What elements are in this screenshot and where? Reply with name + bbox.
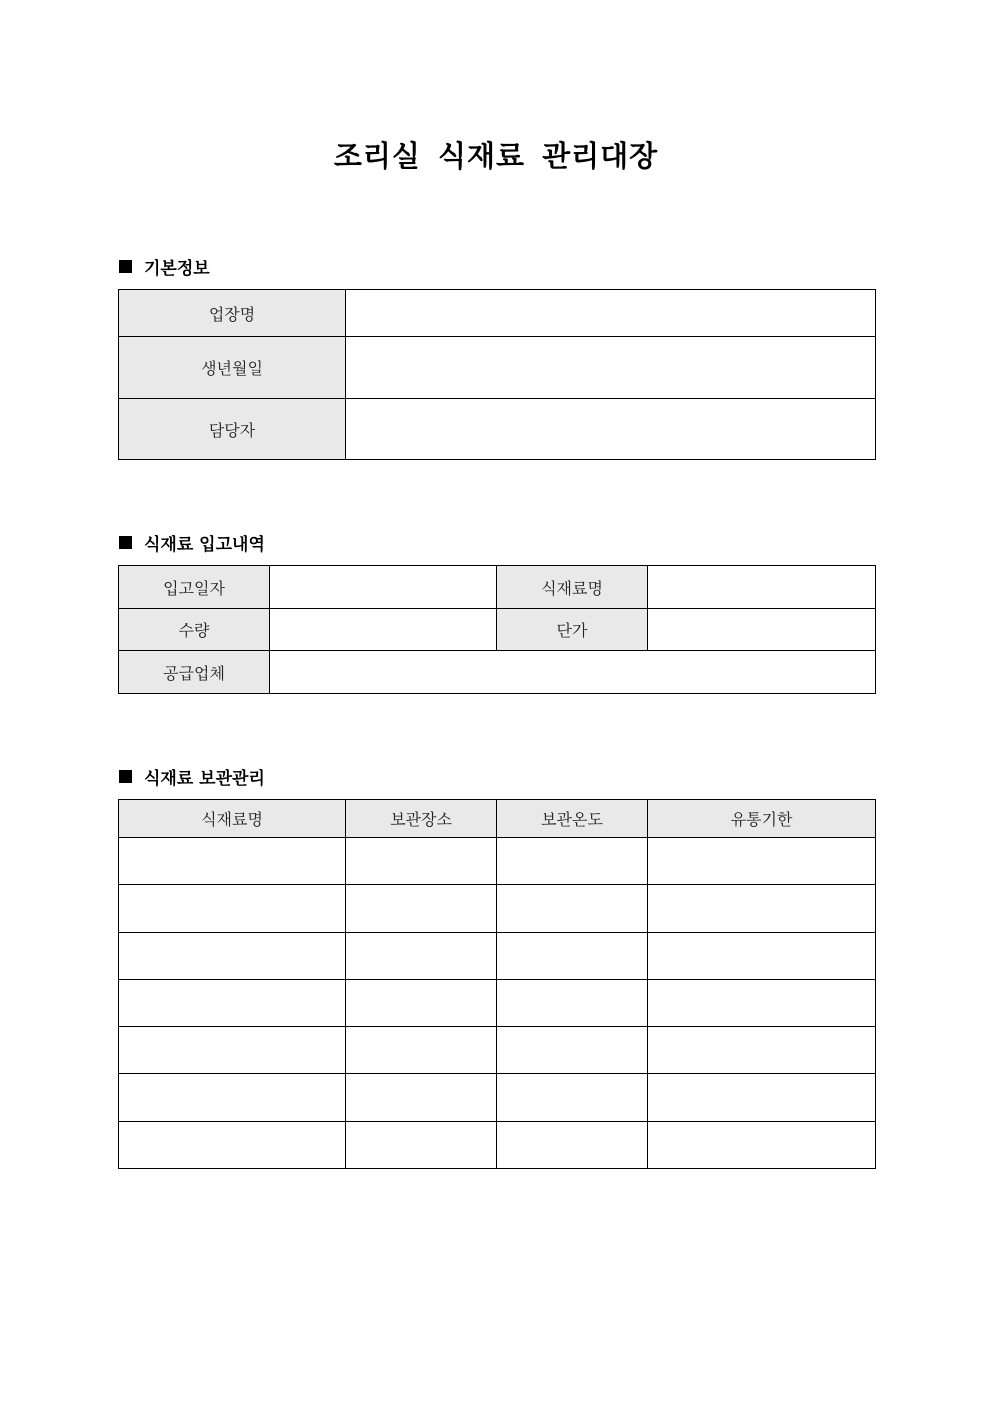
expiry-cell[interactable]: [648, 980, 876, 1027]
column-header-location: 보관장소: [346, 800, 497, 838]
temperature-cell[interactable]: [497, 838, 648, 885]
ingredient-cell[interactable]: [119, 980, 346, 1027]
ingredient-name-label: 식재료명: [497, 566, 648, 609]
quantity-label: 수량: [119, 609, 270, 651]
ingredient-name-field[interactable]: [648, 566, 876, 609]
table-row: [119, 1027, 876, 1074]
table-row: [119, 838, 876, 885]
square-bullet-icon: [119, 536, 132, 549]
temperature-cell[interactable]: [497, 885, 648, 933]
table-row: [119, 1074, 876, 1122]
square-bullet-icon: [119, 770, 132, 783]
location-cell[interactable]: [346, 1074, 497, 1122]
section-heading-receiving: [119, 530, 265, 555]
location-cell[interactable]: [346, 980, 497, 1027]
manager-label: 담당자: [119, 399, 346, 460]
ingredient-cell[interactable]: [119, 1122, 346, 1169]
ingredient-cell[interactable]: [119, 933, 346, 980]
receive-date-label: 입고일자: [119, 566, 270, 609]
table-row: [119, 609, 876, 651]
quantity-field[interactable]: [270, 609, 497, 651]
temperature-cell[interactable]: [497, 933, 648, 980]
ingredient-cell[interactable]: [119, 885, 346, 933]
temperature-cell[interactable]: [497, 980, 648, 1027]
temperature-cell[interactable]: [497, 1122, 648, 1169]
section-heading-basic: [119, 254, 210, 279]
table-header-row: [119, 800, 876, 838]
temperature-cell[interactable]: [497, 1074, 648, 1122]
location-cell[interactable]: [346, 1027, 497, 1074]
location-cell[interactable]: [346, 1122, 497, 1169]
table-row: [119, 933, 876, 980]
birthdate-label: 생년월일: [119, 337, 346, 399]
receiving-table: [118, 565, 876, 694]
section-heading-text: 식재료 입고내역: [144, 535, 265, 555]
table-row: [119, 566, 876, 609]
table-row: [119, 1122, 876, 1169]
expiry-cell[interactable]: [648, 1074, 876, 1122]
ingredient-cell[interactable]: [119, 838, 346, 885]
table-row: [119, 980, 876, 1027]
ingredient-cell[interactable]: [119, 1074, 346, 1122]
expiry-cell[interactable]: [648, 1122, 876, 1169]
storage-table: [118, 799, 876, 1169]
basic-info-table: [118, 289, 876, 460]
location-cell[interactable]: [346, 838, 497, 885]
column-header-ingredient: 식재료명: [119, 800, 346, 838]
table-row: [119, 885, 876, 933]
expiry-cell[interactable]: [648, 838, 876, 885]
supplier-label: 공급업체: [119, 651, 270, 694]
table-row: [119, 399, 876, 460]
supplier-field[interactable]: [270, 651, 876, 694]
table-row: [119, 290, 876, 337]
section-heading-text: 식재료 보관관리: [144, 769, 265, 789]
business-name-label: 업장명: [119, 290, 346, 337]
receive-date-field[interactable]: [270, 566, 497, 609]
location-cell[interactable]: [346, 885, 497, 933]
square-bullet-icon: [119, 260, 132, 273]
location-cell[interactable]: [346, 933, 497, 980]
expiry-cell[interactable]: [648, 933, 876, 980]
column-header-temperature: 보관온도: [497, 800, 648, 838]
expiry-cell[interactable]: [648, 885, 876, 933]
unit-price-label: 단가: [497, 609, 648, 651]
section-heading-text: 기본정보: [144, 259, 210, 279]
birthdate-field[interactable]: [346, 337, 876, 399]
unit-price-field[interactable]: [648, 609, 876, 651]
ingredient-cell[interactable]: [119, 1027, 346, 1074]
expiry-cell[interactable]: [648, 1027, 876, 1074]
column-header-expiry: 유통기한: [648, 800, 876, 838]
business-name-field[interactable]: [346, 290, 876, 337]
manager-field[interactable]: [346, 399, 876, 460]
table-row: [119, 651, 876, 694]
section-heading-storage: [119, 764, 265, 789]
table-row: [119, 337, 876, 399]
temperature-cell[interactable]: [497, 1027, 648, 1074]
document-title: 조리실 식재료 관리대장: [333, 139, 659, 173]
